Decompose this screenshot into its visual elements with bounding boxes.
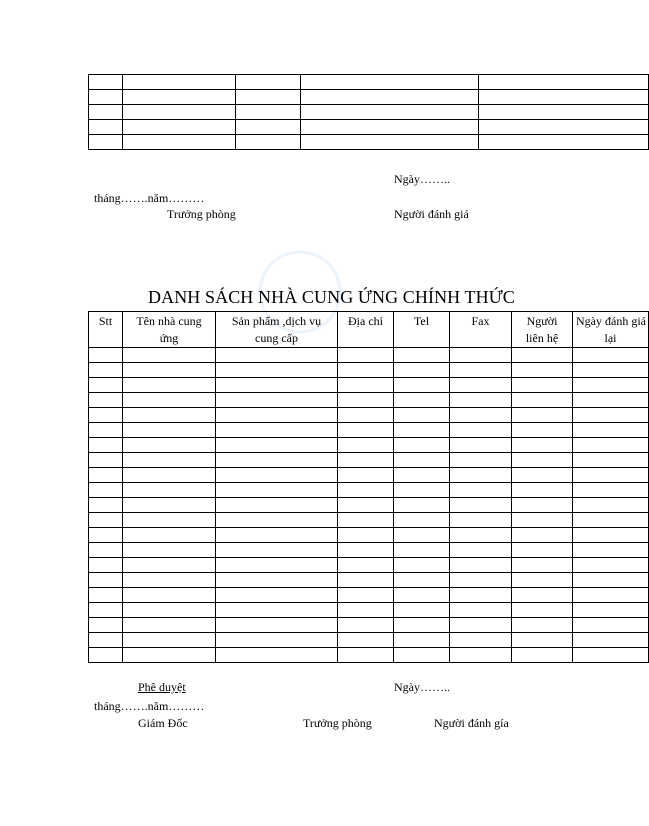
table-cell [573, 423, 649, 438]
table-cell [512, 498, 573, 513]
table-row [89, 468, 649, 483]
top-table-row [89, 90, 649, 105]
column-header [394, 312, 450, 348]
table-cell [89, 588, 123, 603]
table-cell [573, 648, 649, 663]
table-cell [216, 453, 338, 468]
table-cell [450, 573, 512, 588]
top-table-row [89, 75, 649, 90]
table-cell [450, 468, 512, 483]
table-row [89, 483, 649, 498]
column-header-line: ứng [159, 331, 179, 345]
table-cell [394, 348, 450, 363]
table-cell [338, 633, 394, 648]
table-cell [573, 498, 649, 513]
table-cell [512, 453, 573, 468]
column-header [338, 312, 394, 348]
table-cell [89, 75, 123, 90]
column-header-line: Stt [98, 314, 113, 328]
table-cell [216, 513, 338, 528]
column-header-line: Fax [471, 314, 490, 328]
table-row [89, 348, 649, 363]
table-cell [123, 90, 236, 105]
table-cell [573, 453, 649, 468]
table-cell [89, 468, 123, 483]
evaluator-label: Người đánh giá [394, 207, 469, 221]
table-row [89, 528, 649, 543]
table-cell [394, 408, 450, 423]
table-cell [512, 363, 573, 378]
approval-label: Phê duyệt [138, 680, 186, 694]
table-cell [573, 363, 649, 378]
table-cell [216, 468, 338, 483]
table-cell [236, 105, 301, 120]
table-cell [301, 90, 479, 105]
table-cell [338, 378, 394, 393]
table-cell [123, 348, 216, 363]
table-cell [338, 588, 394, 603]
table-cell [216, 648, 338, 663]
table-row [89, 438, 649, 453]
table-cell [573, 438, 649, 453]
table-cell [338, 453, 394, 468]
table-cell [573, 483, 649, 498]
table-cell [394, 378, 450, 393]
table-cell [89, 648, 123, 663]
table-cell [573, 543, 649, 558]
column-header [123, 312, 216, 348]
table-cell [512, 423, 573, 438]
table-cell [216, 543, 338, 558]
table-cell [123, 618, 216, 633]
column-header [216, 312, 338, 348]
column-header-line: Tel [413, 314, 430, 328]
column-header-line: cung cấp [255, 331, 298, 345]
table-cell [236, 135, 301, 150]
table-row [89, 633, 649, 648]
table-cell [394, 498, 450, 513]
table-cell [89, 513, 123, 528]
column-header-line: liên hệ [525, 331, 559, 345]
table-cell [512, 588, 573, 603]
table-cell [338, 363, 394, 378]
table-cell [123, 513, 216, 528]
table-cell [338, 483, 394, 498]
table-cell [479, 75, 649, 90]
table-cell [479, 135, 649, 150]
table-cell [450, 618, 512, 633]
table-cell [512, 618, 573, 633]
table-cell [512, 603, 573, 618]
table-cell [450, 633, 512, 648]
table-cell [573, 348, 649, 363]
table-cell [123, 135, 236, 150]
table-row [89, 573, 649, 588]
column-header-line: Địa chỉ [348, 314, 383, 328]
table-cell [236, 90, 301, 105]
table-cell [450, 483, 512, 498]
table-cell [89, 378, 123, 393]
table-cell [338, 498, 394, 513]
table-cell [573, 558, 649, 573]
column-header [512, 312, 573, 348]
table-row [89, 543, 649, 558]
table-cell [89, 423, 123, 438]
table-cell [394, 543, 450, 558]
table-cell [338, 648, 394, 663]
table-cell [123, 423, 216, 438]
table-header-row [89, 312, 649, 348]
table-cell [89, 618, 123, 633]
table-cell [338, 348, 394, 363]
table-cell [394, 468, 450, 483]
column-header-line: Tên nhà cung [136, 314, 202, 328]
table-cell [512, 633, 573, 648]
table-cell [450, 498, 512, 513]
table-cell [450, 423, 512, 438]
table-cell [216, 618, 338, 633]
table-cell [89, 105, 123, 120]
table-cell [573, 603, 649, 618]
table-cell [89, 408, 123, 423]
date-line-2-bottom: tháng…….năm……… [94, 699, 205, 713]
table-cell [512, 648, 573, 663]
table-cell [512, 393, 573, 408]
table-cell [512, 468, 573, 483]
table-cell [89, 603, 123, 618]
table-cell [338, 393, 394, 408]
table-cell [338, 438, 394, 453]
table-cell [512, 528, 573, 543]
table-row [89, 393, 649, 408]
table-cell [89, 120, 123, 135]
table-row [89, 423, 649, 438]
table-cell [216, 588, 338, 603]
table-row [89, 453, 649, 468]
table-cell [123, 120, 236, 135]
table-cell [573, 408, 649, 423]
table-cell [216, 423, 338, 438]
table-cell [450, 588, 512, 603]
table-row [89, 603, 649, 618]
table-cell [216, 528, 338, 543]
table-cell [394, 648, 450, 663]
table-cell [216, 363, 338, 378]
table-cell [512, 438, 573, 453]
table-cell [216, 633, 338, 648]
table-cell [123, 603, 216, 618]
table-cell [89, 528, 123, 543]
date-line-1-bottom: Ngày…….. [394, 680, 450, 694]
date-line-2: tháng…….năm……… [94, 191, 205, 205]
table-cell [123, 588, 216, 603]
table-cell [216, 573, 338, 588]
table-cell [573, 573, 649, 588]
table-cell [394, 393, 450, 408]
table-cell [394, 633, 450, 648]
table-cell [450, 393, 512, 408]
table-cell [89, 393, 123, 408]
table-cell [394, 528, 450, 543]
top-table-row [89, 135, 649, 150]
table-cell [123, 483, 216, 498]
table-cell [573, 588, 649, 603]
column-header-line: Ngày đánh giá [576, 314, 646, 328]
table-cell [450, 453, 512, 468]
table-cell [394, 483, 450, 498]
table-cell [123, 438, 216, 453]
table-cell [89, 498, 123, 513]
table-cell [512, 513, 573, 528]
director-label: Giám Đốc [138, 716, 188, 730]
table-cell [123, 408, 216, 423]
table-cell [89, 135, 123, 150]
head-of-dept-label: Trưởng phòng [167, 207, 236, 221]
table-cell [89, 363, 123, 378]
table-cell [301, 105, 479, 120]
top-table-row [89, 120, 649, 135]
table-cell [123, 498, 216, 513]
table-cell [338, 408, 394, 423]
table-cell [123, 648, 216, 663]
table-cell [394, 438, 450, 453]
table-cell [573, 618, 649, 633]
table-cell [123, 633, 216, 648]
column-header-line: Người [526, 314, 558, 328]
table-row [89, 588, 649, 603]
table-row [89, 378, 649, 393]
table-cell [394, 513, 450, 528]
table-cell [450, 408, 512, 423]
table-cell [89, 558, 123, 573]
table-cell [512, 483, 573, 498]
table-cell [301, 120, 479, 135]
table-cell [450, 528, 512, 543]
table-cell [123, 378, 216, 393]
table-cell [338, 423, 394, 438]
table-cell [338, 468, 394, 483]
table-cell [216, 438, 338, 453]
table-cell [512, 408, 573, 423]
table-cell [512, 378, 573, 393]
table-cell [450, 438, 512, 453]
column-header-line: Sản phẩm ,dịch vụ [231, 314, 322, 328]
column-header [450, 312, 512, 348]
top-table-row [89, 105, 649, 120]
table-cell [123, 453, 216, 468]
table-cell [394, 618, 450, 633]
table-cell [216, 393, 338, 408]
evaluator-label-bottom: Người đánh gía [434, 716, 509, 730]
table-cell [89, 543, 123, 558]
table-cell [89, 633, 123, 648]
table-row [89, 648, 649, 663]
column-header [573, 312, 649, 348]
table-cell [512, 543, 573, 558]
table-cell [123, 468, 216, 483]
table-cell [450, 378, 512, 393]
table-cell [479, 120, 649, 135]
table-cell [338, 573, 394, 588]
table-cell [89, 438, 123, 453]
table-cell [450, 648, 512, 663]
table-cell [123, 543, 216, 558]
table-cell [450, 543, 512, 558]
table-cell [450, 558, 512, 573]
table-row [89, 558, 649, 573]
table-cell [236, 75, 301, 90]
table-cell [338, 618, 394, 633]
table-cell [450, 348, 512, 363]
table-cell [394, 363, 450, 378]
table-cell [338, 603, 394, 618]
head-of-dept-label-bottom: Trưởng phòng [303, 716, 372, 730]
supplier-table [88, 311, 649, 663]
table-cell [512, 348, 573, 363]
table-cell [450, 513, 512, 528]
page-title: DANH SÁCH NHÀ CUNG ỨNG CHÍNH THỨC [148, 287, 515, 307]
table-cell [301, 135, 479, 150]
table-cell [573, 393, 649, 408]
table-cell [216, 408, 338, 423]
table-cell [338, 513, 394, 528]
column-header [89, 312, 123, 348]
table-cell [479, 105, 649, 120]
table-cell [573, 528, 649, 543]
table-cell [89, 453, 123, 468]
table-cell [512, 558, 573, 573]
table-cell [123, 573, 216, 588]
table-row [89, 618, 649, 633]
table-cell [394, 573, 450, 588]
table-cell [89, 348, 123, 363]
table-cell [573, 633, 649, 648]
table-cell [89, 483, 123, 498]
table-cell [123, 105, 236, 120]
table-cell [338, 558, 394, 573]
table-cell [394, 423, 450, 438]
table-cell [216, 558, 338, 573]
table-cell [450, 363, 512, 378]
table-cell [512, 573, 573, 588]
table-cell [394, 588, 450, 603]
table-cell [216, 378, 338, 393]
table-cell [216, 348, 338, 363]
table-cell [89, 90, 123, 105]
table-cell [338, 528, 394, 543]
table-row [89, 513, 649, 528]
table-cell [301, 75, 479, 90]
table-cell [123, 75, 236, 90]
table-cell [236, 120, 301, 135]
table-cell [573, 468, 649, 483]
table-cell [216, 498, 338, 513]
table-row [89, 408, 649, 423]
table-cell [394, 603, 450, 618]
table-cell [123, 393, 216, 408]
table-cell [573, 513, 649, 528]
table-cell [573, 378, 649, 393]
table-cell [394, 453, 450, 468]
date-line-1: Ngày…….. [394, 172, 450, 186]
table-row [89, 363, 649, 378]
table-cell [216, 483, 338, 498]
table-cell [89, 573, 123, 588]
column-header-line: lại [604, 331, 617, 345]
table-cell [216, 603, 338, 618]
table-cell [123, 363, 216, 378]
table-row [89, 498, 649, 513]
table-cell [123, 558, 216, 573]
table-cell [394, 558, 450, 573]
top-table [88, 74, 649, 150]
table-cell [450, 603, 512, 618]
table-cell [338, 543, 394, 558]
table-cell [479, 90, 649, 105]
table-cell [123, 528, 216, 543]
